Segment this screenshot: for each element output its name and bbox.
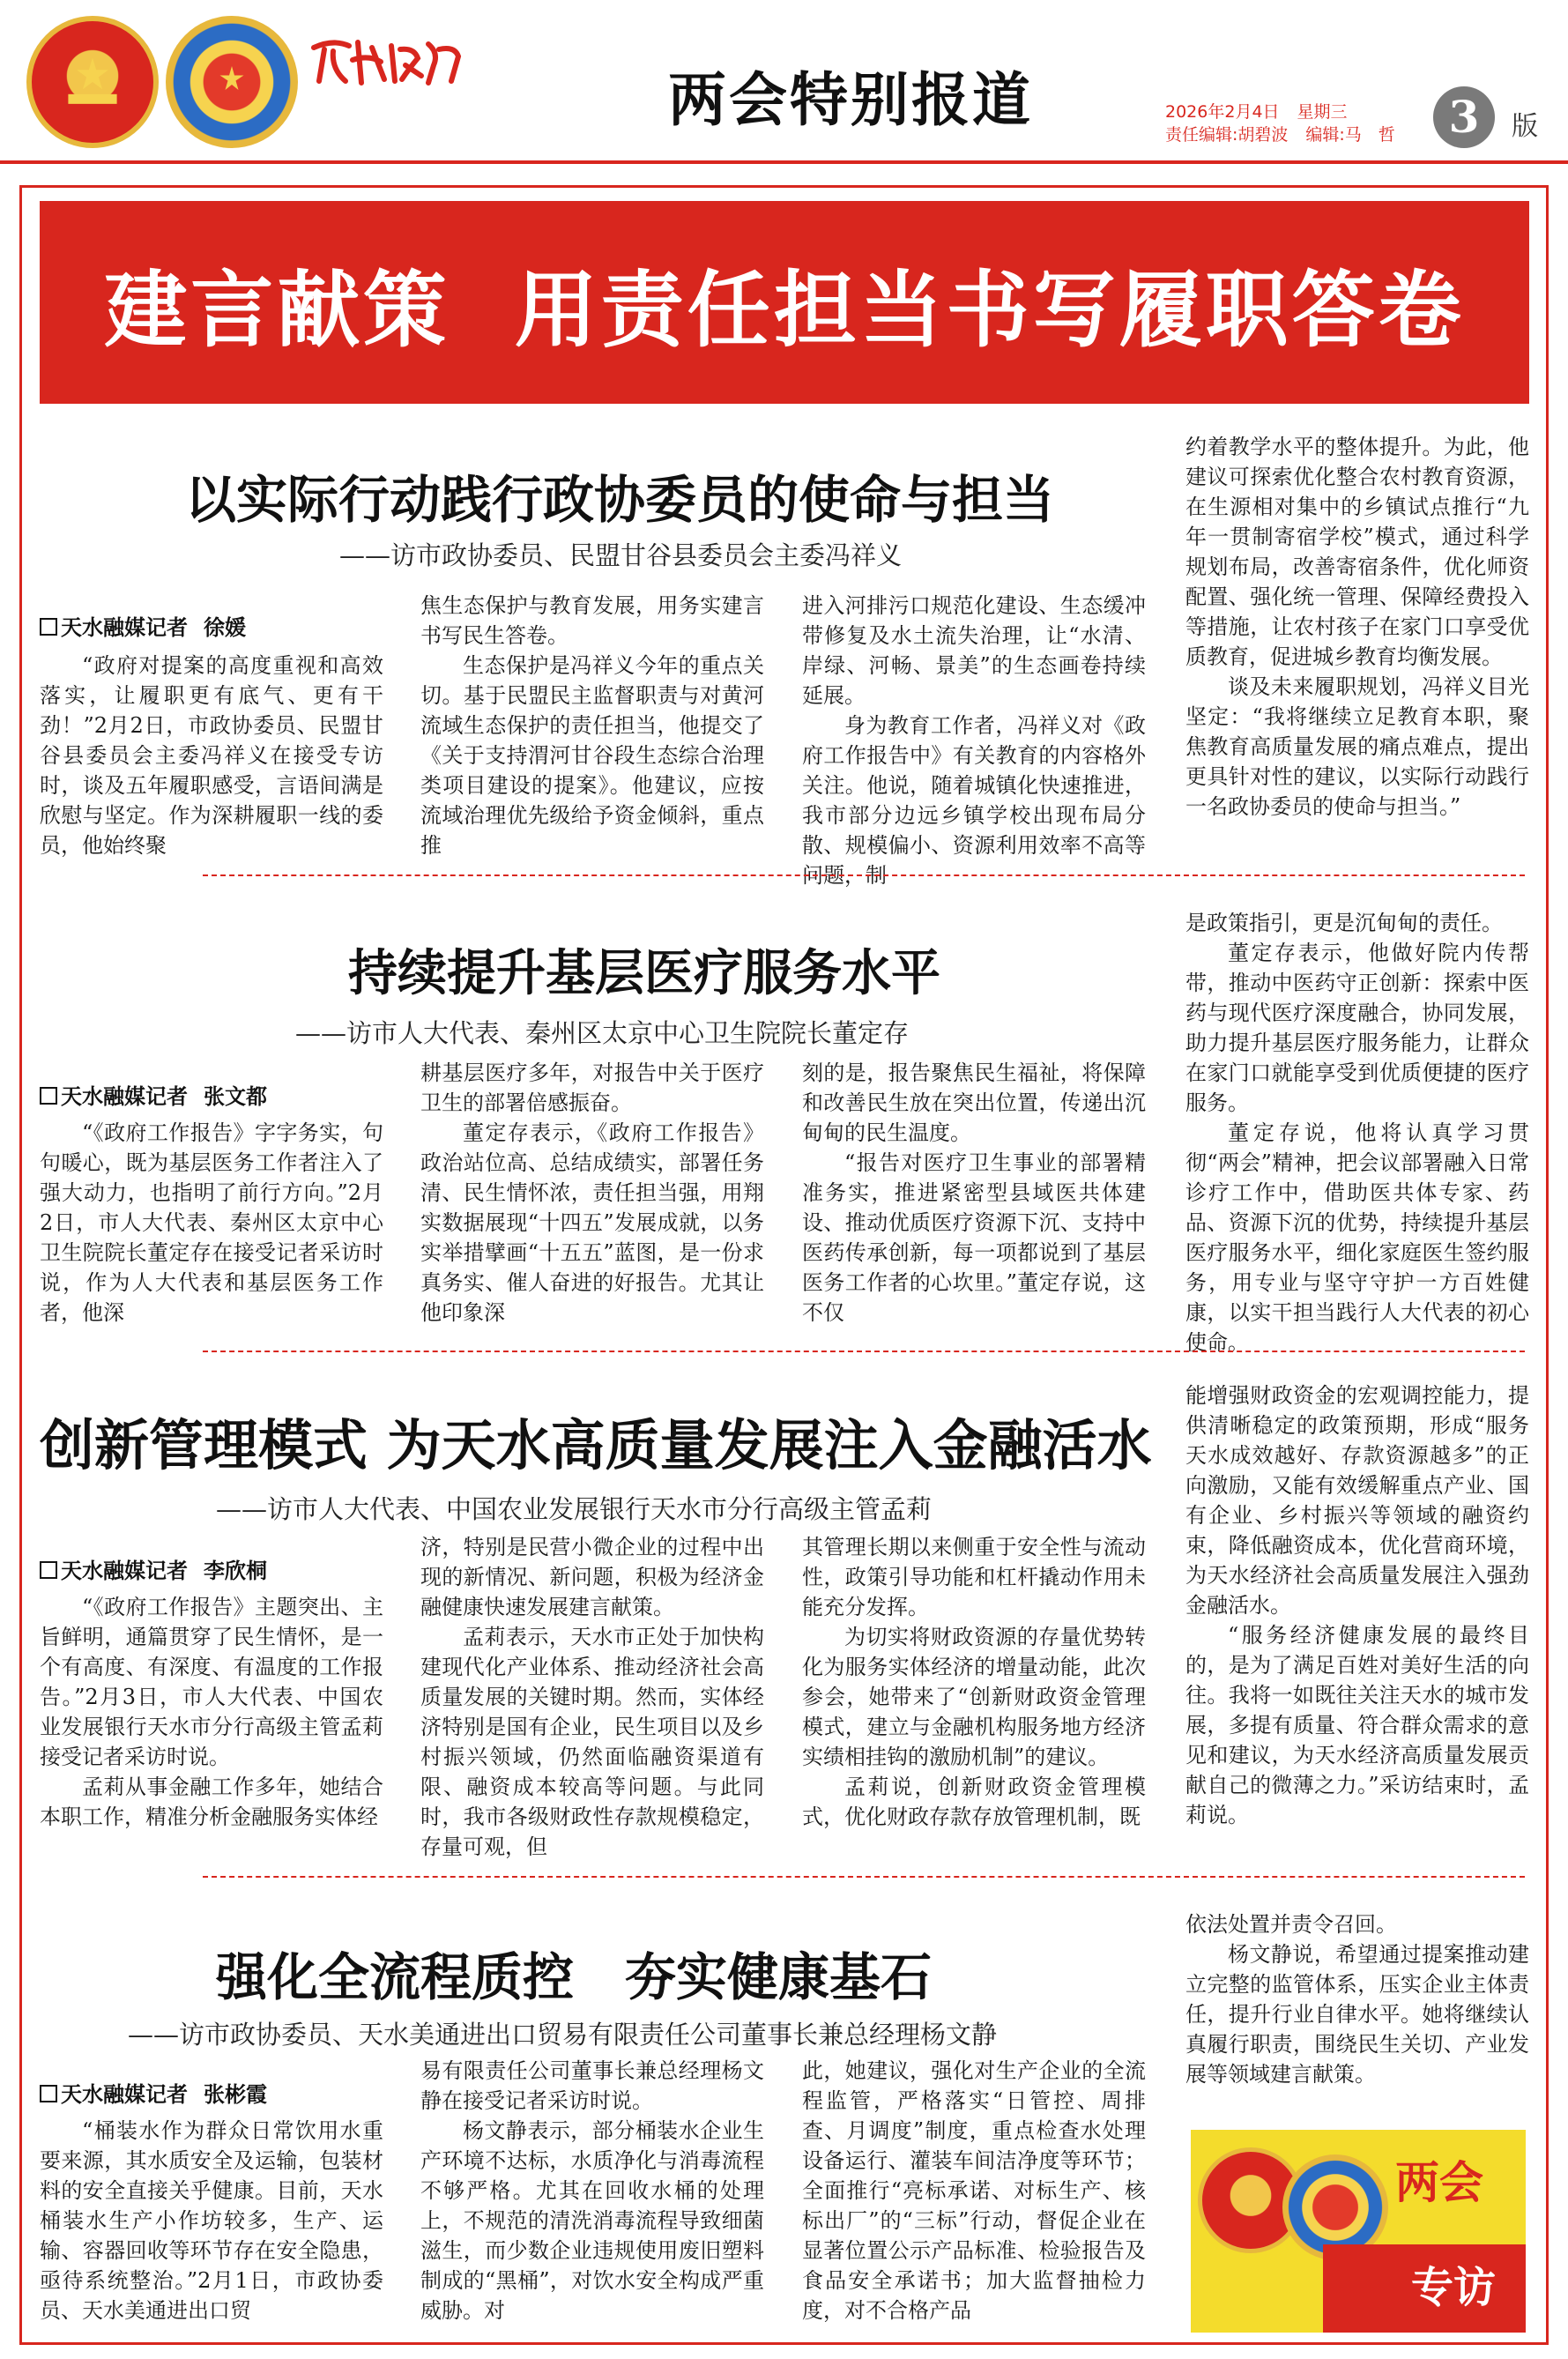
cppcc-emblem-icon xyxy=(166,16,298,148)
banner-headline: 建言献策 用责任担当书写履职答卷 xyxy=(104,262,1465,359)
article-title: 创新管理模式 为天水高质量发展注入金融活水 xyxy=(40,1413,1152,1477)
article-col-3 xyxy=(802,1058,1146,1329)
article-paragraph: “《政府工作报告》主题突出、主旨鲜明，通篇贯穿了民生情怀，是一个有高度、有深度、有温度的工作报告。”2月3日，市人大代表、中国农业发展银行天水市分行高级主管孟莉接受记者采访时说。 xyxy=(40,1595,383,1769)
article-paragraph: 杨文静表示，部分桶装水企业生产环境不达标，水质净化与消毒流程不够严格。尤其在回收水桶的处理上，不规范的清洗消毒流程导致细菌滋生，而少数企业违规使用废旧塑料制成的“黑桶”，对饮水安全构成严重威胁。对 xyxy=(420,2118,764,2323)
byline-box-icon xyxy=(40,2085,57,2102)
article-paragraph: 其管理长期以来侧重于安全性与流动性，政策引导功能和杠杆撬动作用未能充分发挥。 xyxy=(802,1535,1146,1619)
article-subtitle: ——访市政协委员、天水美通进出口贸易有限责任公司董事长兼总经理杨文静 xyxy=(128,2020,998,2050)
article-col-1 xyxy=(40,651,383,862)
badge-line-1: 两会 xyxy=(1395,2157,1483,2208)
byline-box-icon xyxy=(40,618,57,636)
article-col-3 xyxy=(802,2056,1146,2333)
byline-name: 张彬霞 xyxy=(204,2082,267,2107)
article-col-1 xyxy=(40,1592,383,1848)
article-subtitle: ——访市人大代表、中国农业发展银行天水市分行高级主管孟莉 xyxy=(216,1494,933,1524)
article-col-2 xyxy=(420,2056,764,2333)
article-3 xyxy=(40,1366,1529,1860)
byline-name: 李欣桐 xyxy=(204,1559,267,1583)
article-col-2 xyxy=(420,591,764,862)
paper-name-logo xyxy=(307,30,465,92)
article-paragraph: 此，她建议，强化对生产企业的全流程监管，严格落实“日管控、周排查、月调度”制度，重点检查水处理设备运行、灌装车间洁净度等环节；全面推行“亮标承诺、对标生产、核标出厂”的“三标”行动，督促企业在显著位置公示产品标准、检验报告及食品安全承诺书；加大监督抽检力度，对不合格产品 xyxy=(802,2058,1146,2323)
article-paragraph: “服务经济健康发展的最终目的，是为了满足百姓对美好生活的向往。我将一如既往关注天水的城市发展，多提有质量、符合群众需求的意见和建议，为天水经济高质量发展贡献自己的微薄之力。”采访结束时，孟莉说。 xyxy=(1185,1623,1529,1827)
article-col-3 xyxy=(802,591,1146,888)
article-paragraph: 刻的是，报告聚焦民生福祉，将保障和改善民生放在突出位置，传递出沉甸甸的民生温度。 xyxy=(802,1060,1146,1145)
article-paragraph: 进入河排污口规范化建设、生态缓冲带修复及水土流失治理，让“水清、岸绿、河畅、景美”的生态画卷持续延展。 xyxy=(802,593,1146,708)
article-paragraph: 孟莉表示，天水市正处于加快构建现代化产业体系、推动经济社会高质量发展的关键时期。然而，实体经济特别是国有企业，民生项目以及乡村振兴领域，仍然面临融资渠道有限、融资成本较高等问题。与此同时，我市各级财政性存款规模稳定，存量可观，但 xyxy=(420,1625,764,1859)
page-unit: 版 xyxy=(1512,111,1538,142)
article-paragraph: 依法处置并责令召回。 xyxy=(1185,1912,1397,1937)
national-emblem-icon xyxy=(26,16,159,148)
byline-label: 天水融媒记者 xyxy=(61,615,188,640)
article-col-1 xyxy=(40,1118,383,1329)
byline xyxy=(40,2077,267,2108)
article-2 xyxy=(40,890,1529,1355)
masthead xyxy=(0,0,1568,167)
article-col-4 xyxy=(1185,1909,1529,2121)
byline xyxy=(40,1079,267,1110)
byline-name: 徐媛 xyxy=(204,615,246,640)
byline-label: 天水融媒记者 xyxy=(61,2082,188,2107)
issue-weekday: 星期三 xyxy=(1297,102,1348,122)
article-paragraph: 耕基层医疗多年，对报告中关于医疗卫生的部署倍感振奋。 xyxy=(420,1060,764,1115)
article-1 xyxy=(40,414,1529,888)
byline-label: 天水融媒记者 xyxy=(61,1559,188,1583)
section-title: 两会特别报道 xyxy=(668,65,1033,134)
byline-label: 天水融媒记者 xyxy=(61,1084,188,1109)
article-col-1 xyxy=(40,2116,383,2333)
date-line xyxy=(1165,99,1365,123)
article-paragraph: 董定存表示，《政府工作报告》政治站位高、总结成绩实，部署任务清、民生情怀浓，责任担当强，用翔实数据展现“十四五”发展成就，以务实举措擘画“十五五”蓝图，是一份求真务实、催人奋进的好报告。尤其让他印象深 xyxy=(420,1120,764,1325)
article-paragraph: 谈及未来履职规划，冯祥义目光坚定：“我将继续立足教育本职，聚焦教育高质量发展的痛点难点，提出更具针对性的建议，以实际行动践行一名政协委员的使命与担当。” xyxy=(1185,674,1529,819)
article-paragraph: 焦生态保护与教育发展，用务实建言书写民生答卷。 xyxy=(420,593,764,648)
headline-banner xyxy=(40,201,1529,404)
masthead-rule xyxy=(0,160,1568,164)
article-col-4 xyxy=(1185,1380,1529,1848)
editor-line xyxy=(1165,122,1413,145)
responsible-editor: 责任编辑:胡碧波 xyxy=(1165,125,1289,145)
article-paragraph: “桶装水作为群众日常饮用水重要来源，其水质安全及运输，包装材料的安全直接关乎健康。目前，天水桶装水生产小作坊较多，生产、运输、容器回收等环节存在安全隐患，亟待系统整治。”2月1日，市政协委员、天水美通进出口贸 xyxy=(40,2118,383,2323)
article-title: 持续提升基层医疗服务水平 xyxy=(348,944,940,1002)
byline-name: 张文都 xyxy=(204,1084,267,1109)
article-paragraph: 孟莉说，创新财政资金管理模式，优化财政存款存放管理机制，既 xyxy=(802,1775,1146,1829)
byline-box-icon xyxy=(40,1561,57,1579)
article-subtitle: ——访市人大代表、秦州区太京中心卫生院院长董定存 xyxy=(295,1018,910,1048)
article-paragraph: “报告对医疗卫生事业的部署精准务实，推进紧密型县域医共体建设、推动优质医疗资源下沉、支持中医药传承创新，每一项都说到了基层医务工作者的心坎里。”董定存说，这不仅 xyxy=(802,1150,1146,1325)
article-paragraph: 约着教学水平的整体提升。为此，他建议可探索优化整合农村教育资源，在生源相对集中的乡镇试点推行“九年一贯制寄宿学校”模式，通过科学规划布局，改善寄宿条件，优化师资配置、强化统一管理、保障经费投入等措施，让农村孩子在家门口享受优质教育，促进城乡教育均衡发展。 xyxy=(1185,435,1529,669)
article-paragraph: 杨文静说，希望通过提案推动建立完整的监管体系，压实企业主体责任，提升行业自律水平。她将继续认真履行职责，围绕民生关切、产业发展等领域建言献策。 xyxy=(1185,1942,1529,2087)
article-paragraph: 生态保护是冯祥义今年的重点关切。基于民盟民主监督职责与对黄河流域生态保护的责任担当，他提交了《关于支持渭河甘谷段生态综合治理类项目建设的提案》。他建议，应按流域治理优先级给予资金倾斜，重点推 xyxy=(420,653,764,858)
article-subtitle: ——访市政协委员、民盟甘谷县委员会主委冯祥义 xyxy=(339,540,903,570)
article-paragraph: 是政策指引，更是沉甸甸的责任。 xyxy=(1185,911,1503,935)
article-col-2 xyxy=(420,1532,764,1859)
article-paragraph: 易有限责任公司董事长兼总经理杨文静在接受记者采访时说。 xyxy=(420,2058,764,2113)
article-divider xyxy=(203,1876,1525,1878)
article-col-2 xyxy=(420,1058,764,1329)
byline-box-icon xyxy=(40,1087,57,1105)
article-paragraph: 为切实将财政资源的存量优势转化为服务实体经济的增量动能，此次参会，她带来了“创新财政资金管理模式，建立与金融机构服务地方经济实绩相挂钩的激励机制”的建议。 xyxy=(802,1625,1146,1769)
article-divider xyxy=(203,874,1525,876)
article-col-4 xyxy=(1185,432,1529,862)
article-paragraph: 董定存说，他将认真学习贯彻“两会”精神，把会议部署融入日常诊疗工作中，借助医共体专家、药品、资源下沉的优势，持续提升基层医疗服务水平，细化家庭医生签约服务，用专业与坚守守护一方百姓健康，以实干担当践行人大代表的初心使命。 xyxy=(1185,1120,1529,1355)
article-col-4 xyxy=(1185,908,1529,1355)
byline xyxy=(40,1553,267,1584)
article-paragraph: 能增强财政资金的宏观调控能力，提供清晰稳定的政策预期，形成“服务天水成效越好、存款资源越多”的正向激励，又能有效缓解重点产业、国有企业、乡村振兴等领域的融资约束，降低融资成本，优化营商环境，为天水经济社会高质量发展注入强劲金融活水。 xyxy=(1185,1383,1529,1618)
article-paragraph: “《政府工作报告》字字务实，句句暖心，既为基层医务工作者注入了强大动力，也指明了前行方向。”2月2日，市人大代表、秦州区太京中心卫生院院长董定存在接受记者采访时说，作为人大代表和基层医务工作者，他深 xyxy=(40,1120,383,1325)
article-col-3 xyxy=(802,1532,1146,1848)
article-paragraph: 董定存表示，他做好院内传帮带，推动中医药守正创新：探索中医药与现代医疗深度融合，协同发展，助力提升基层医疗服务能力，让群众在家门口就能享受到优质便捷的医疗服务。 xyxy=(1185,941,1529,1115)
article-paragraph: 身为教育工作者，冯祥义对《政府工作报告中》有关教育的内容格外关注。他说，随着城镇化快速推进，我市部分边远乡镇学校出现布局分散、规模偏小、资源利用效率不高等问题，制 xyxy=(802,713,1146,888)
badge-line-2: 专访 xyxy=(1411,2263,1497,2312)
article-paragraph: 济，特别是民营小微企业的过程中出现的新情况、新问题，积极为经济金融健康快速发展建言献策。 xyxy=(420,1535,764,1619)
issue-date: 2026年2月4日 xyxy=(1165,102,1280,122)
article-paragraph: “政府对提案的高度重视和高效落实，让履职更有底气、更有干劲！”2月2日，市政协委员、民盟甘谷县委员会主委冯祥义在接受专访时，谈及五年履职感受，言语间满是欣慰与坚定。作为深耕履职一线的委员，他始终聚 xyxy=(40,653,383,858)
article-paragraph: 孟莉从事金融工作多年，她结合本职工作，精准分析金融服务实体经 xyxy=(40,1775,383,1829)
byline xyxy=(40,610,246,641)
editor: 编辑:马 哲 xyxy=(1305,125,1395,145)
article-title: 以实际行动践行政协委员的使命与担当 xyxy=(185,470,1055,530)
special-interview-badge xyxy=(1191,2130,1526,2333)
page-number: 3 xyxy=(1433,86,1495,148)
article-divider xyxy=(203,1351,1525,1352)
article-title: 强化全流程质控 夯实健康基石 xyxy=(216,1947,933,2007)
